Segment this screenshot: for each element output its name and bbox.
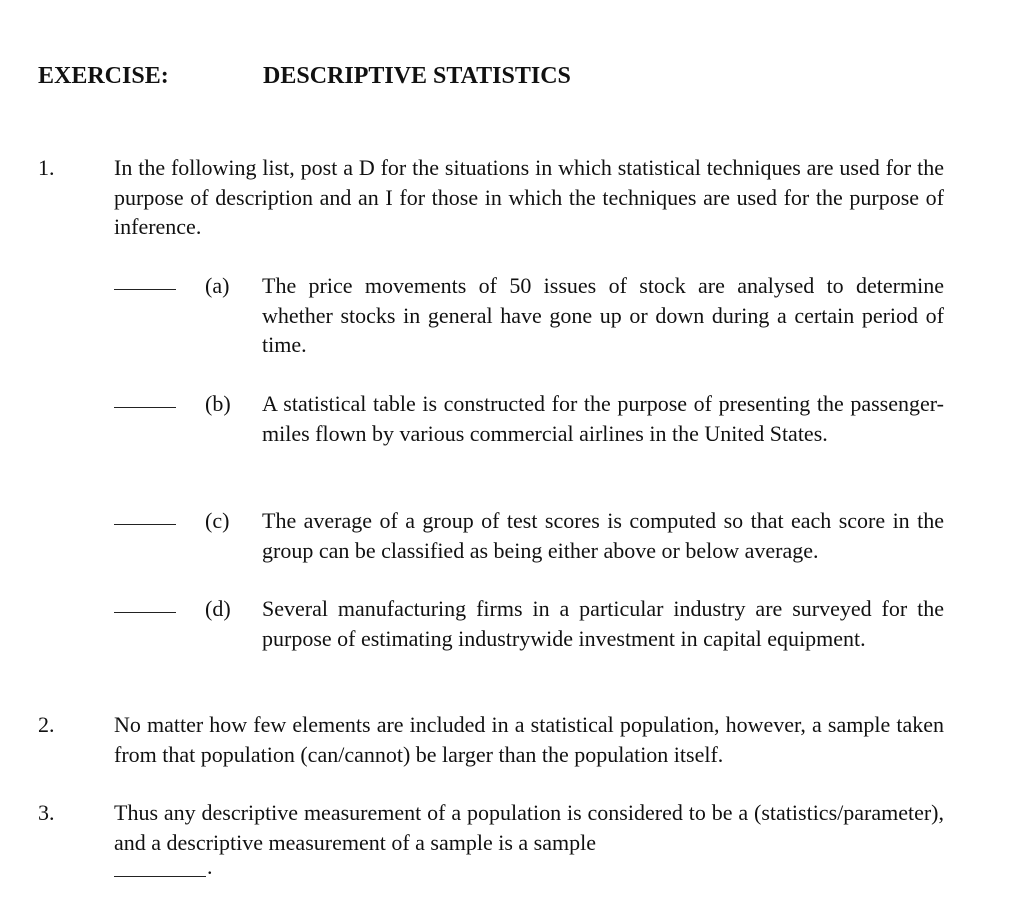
question-number: 2. [38,712,55,737]
question-text: Thus any descriptive measurement of a population is considered to be a (statistics/parameter), and a descriptive measurement of a sample is a sample [114,800,944,855]
question-number: 1. [38,155,55,180]
item-letter: (a) [205,273,230,298]
exercise-label: EXERCISE: [38,63,169,89]
question-number: 3. [38,800,55,825]
answer-blank[interactable] [114,506,176,525]
answer-blank[interactable] [114,389,176,408]
item-text: The average of a group of test scores is computed so that each score in the group can be classified as being either above or below average. [262,508,944,563]
item-letter: (b) [205,391,231,416]
item-text: A statistical table is constructed for the purpose of presenting the passenger-miles flown by various commercial airlines in the United States. [262,391,944,446]
item-letter: (c) [205,508,230,533]
question-text: In the following list, post a D for the situations in which statistical techniques are used for the purpose of description and an I for those in which the techniques are used for the purpose of inference. [114,155,944,239]
list-item-c [114,506,944,565]
item-text: The price movements of 50 issues of stock are analysed to determine whether stocks in general have gone up or down during a certain period of time. [262,273,944,357]
question-text: No matter how few elements are included in a statistical population, however, a sample taken from that population (can/cannot) be larger than the population itself. [114,712,944,767]
list-item-d [114,594,944,653]
page-title: DESCRIPTIVE STATISTICS [263,63,571,89]
question-3 [38,798,944,857]
list-item-a [114,271,944,360]
question-1 [38,153,944,242]
item-text: Several manufacturing firms in a particular industry are surveyed for the purpose of estimating industrywide investment in capital equipment. [262,596,944,651]
answer-blank[interactable] [114,594,176,613]
question-2 [38,710,944,769]
answer-blank[interactable] [114,856,206,877]
answer-blank[interactable] [114,271,176,290]
item-letter: (d) [205,596,231,621]
list-item-b [114,389,944,448]
trailing-period: . [207,854,213,879]
exercise-header [38,61,571,91]
